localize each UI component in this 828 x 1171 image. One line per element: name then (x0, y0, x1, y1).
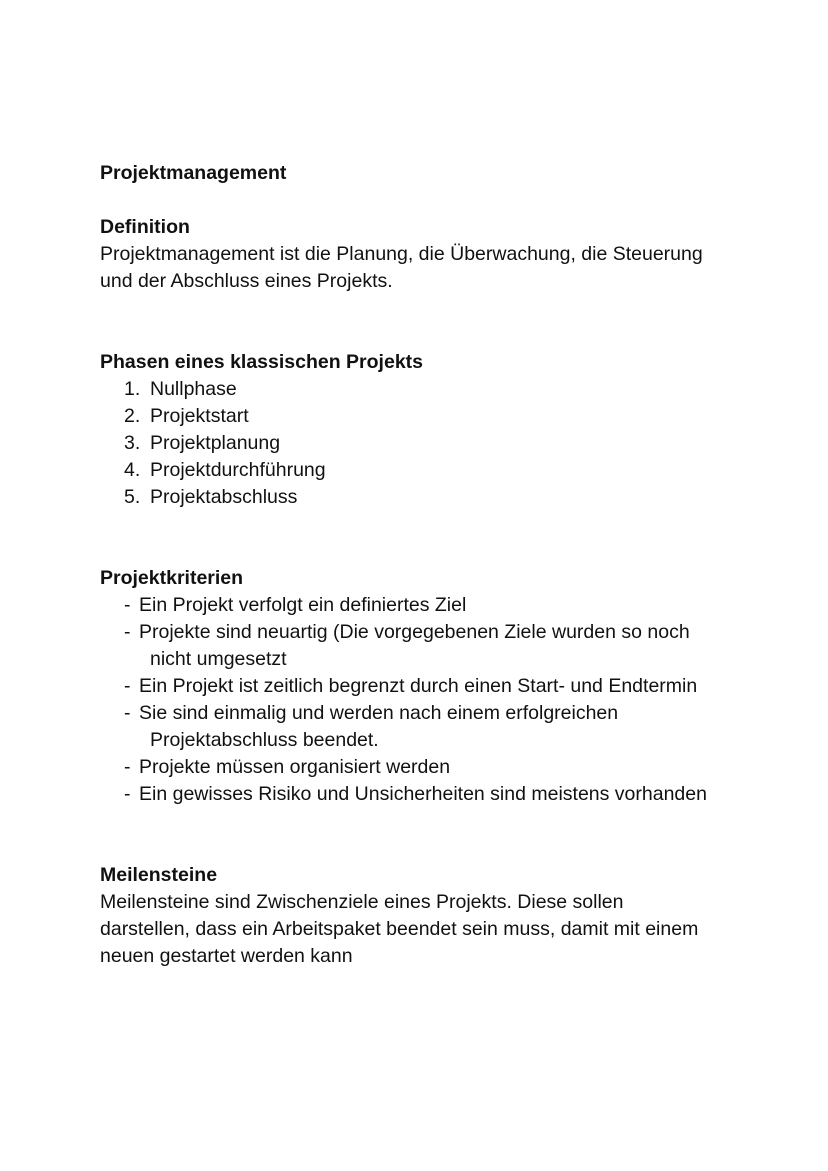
milestones-text-line-2: darstellen, dass ein Arbeitspaket beendet sein muss, damit mit einem (100, 918, 699, 940)
dash-bullet: - (124, 621, 131, 643)
list-item-line-2: Projektabschluss beendet. (150, 729, 379, 751)
phases-list (100, 376, 760, 511)
list-number: 2. (124, 405, 141, 427)
list-item (100, 430, 760, 457)
list-item (100, 700, 760, 754)
list-item-line-1: Projekte sind neuartig (Die vorgegebenen Ziele wurden so noch (139, 621, 690, 643)
dash-bullet: - (124, 756, 131, 778)
list-item-label: Projektstart (150, 405, 249, 427)
criteria-heading: Projektkriterien (100, 567, 244, 589)
list-item (100, 754, 760, 781)
list-item (100, 484, 760, 511)
list-item-line-1: Sie sind einmalig und werden nach einem erfolgreichen (139, 702, 619, 724)
list-item-label: Nullphase (150, 378, 237, 400)
list-item-line-1: Projekte müssen organisiert werden (139, 756, 451, 778)
list-item (100, 592, 760, 619)
list-item (100, 376, 760, 403)
milestones-text-line-3: neuen gestartet werden kann (100, 945, 353, 967)
list-number: 4. (124, 459, 141, 481)
list-item-label: Projektplanung (150, 432, 281, 454)
definition-section (100, 214, 760, 295)
definition-text-line-2: und der Abschluss eines Projekts. (100, 270, 393, 292)
criteria-section (100, 565, 760, 808)
list-item-line-1: Ein Projekt verfolgt ein definiertes Ziel (139, 594, 467, 616)
list-item (100, 781, 760, 808)
list-number: 1. (124, 378, 141, 400)
list-item-label: Projektdurchführung (150, 459, 326, 481)
definition-text-line-1: Projektmanagement ist die Planung, die Überwachung, die Steuerung (100, 243, 703, 265)
milestones-section (100, 862, 760, 970)
definition-heading: Definition (100, 216, 190, 238)
milestones-heading: Meilensteine (100, 864, 218, 886)
document-title: Projektmanagement (100, 162, 287, 184)
dash-bullet: - (124, 675, 131, 697)
document-page (100, 160, 760, 970)
list-item-line-1: Ein Projekt ist zeitlich begrenzt durch einen Start- und Endtermin (139, 675, 698, 697)
criteria-list (100, 592, 760, 808)
dash-bullet: - (124, 594, 131, 616)
list-number: 5. (124, 486, 141, 508)
list-item (100, 619, 760, 673)
milestones-text-line-1: Meilensteine sind Zwischenziele eines Projekts. Diese sollen (100, 891, 624, 913)
list-item (100, 673, 760, 700)
phases-heading: Phasen eines klassischen Projekts (100, 351, 424, 373)
list-item (100, 457, 760, 484)
dash-bullet: - (124, 783, 131, 805)
list-item-line-1: Ein gewisses Risiko und Unsicherheiten sind meistens vorhanden (139, 783, 707, 805)
list-number: 3. (124, 432, 141, 454)
list-item-line-2: nicht umgesetzt (150, 648, 287, 670)
phases-section (100, 349, 760, 511)
dash-bullet: - (124, 702, 131, 724)
list-item (100, 403, 760, 430)
list-item-label: Projektabschluss (150, 486, 298, 508)
